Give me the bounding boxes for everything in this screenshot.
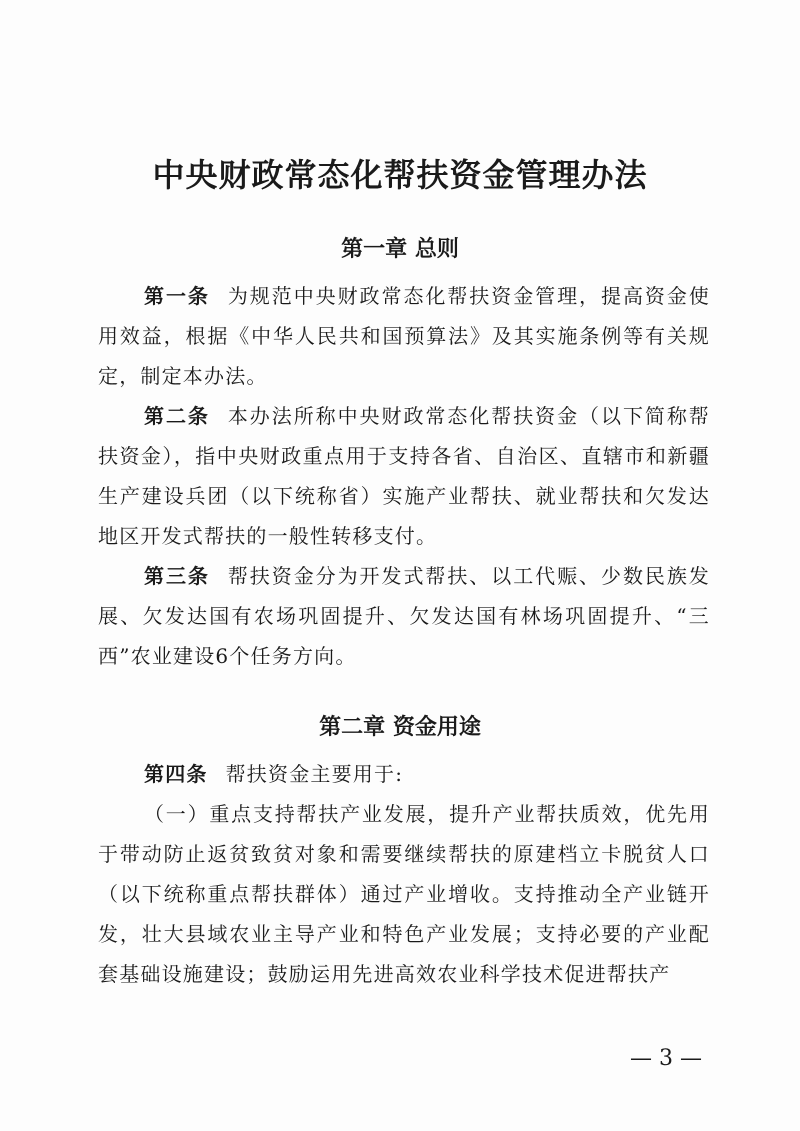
article-text: 帮扶资金主要用于: (225, 762, 404, 786)
chapter-heading-fund-uses: 第二章 资金用途 (319, 715, 481, 740)
article-label: 第四条 (144, 762, 208, 786)
page-number: — 3 — (630, 1046, 702, 1071)
article-3 (98, 556, 710, 676)
article-text: 为规范中央财政常态化帮扶资金管理，提高资金使用效益，根据《中华人民共和国预算法》及其实施条例等有关规定，制定本办法。 (98, 284, 710, 388)
article-1 (98, 276, 710, 396)
article-label: 第二条 (144, 404, 210, 428)
clause-1: （一）重点支持帮扶产业发展，提升产业帮扶质效，优先用于带动防止返贫致贫对象和需要继续帮扶的原建档立卡脱贫人口（以下统称重点帮扶群体）通过产业增收。支持推动全产业链开发，壮大县域农业主导产业和特色产业发展；支持必要的产业配套基础设施建设；鼓励运用先进高效农业科学技术促进帮扶产 (98, 802, 710, 986)
article-text: 帮扶资金分为开发式帮扶、以工代赈、少数民族发展、欠发达国有农场巩固提升、欠发达国有林场巩固提升、“三西”农业建设6个任务方向。 (98, 564, 710, 668)
article-label: 第一条 (144, 284, 210, 308)
document-title: 中央财政常态化帮扶资金管理办法 (152, 156, 648, 194)
article-4 (98, 754, 710, 794)
article-text: 本办法所称中央财政常态化帮扶资金（以下简称帮扶资金），指中央财政重点用于支持各省、自治区、直辖市和新疆生产建设兵团（以下统称省）实施产业帮扶、就业帮扶和欠发达地区开发式帮扶的一般性转移支付。 (98, 404, 710, 548)
chapter-heading-general-provisions: 第一章 总则 (341, 237, 459, 262)
article-label: 第三条 (144, 564, 210, 588)
article-2 (98, 396, 710, 556)
